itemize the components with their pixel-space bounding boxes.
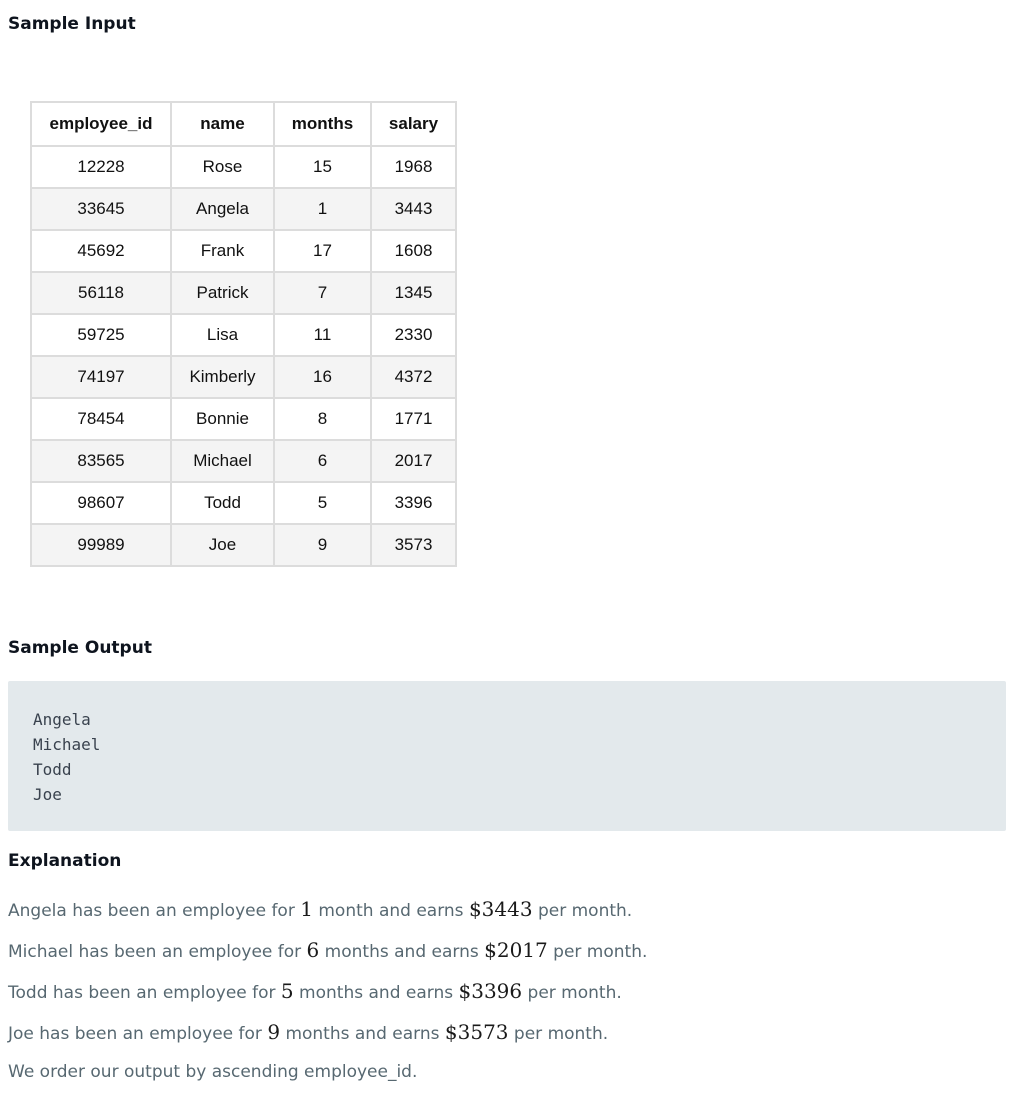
table-body — [31, 146, 456, 566]
explanation-text: per month. — [547, 942, 648, 962]
explanation-text: per month. — [522, 983, 622, 1003]
table-header-row — [31, 102, 456, 146]
table-row — [31, 230, 456, 272]
table-cell: 1771 — [371, 398, 456, 440]
table-cell: 2330 — [371, 314, 456, 356]
table-cell: 1 — [274, 188, 371, 230]
explanation-heading: Explanation — [8, 851, 122, 871]
explanation-text: per month. — [508, 1024, 609, 1044]
explanation-text: per month. — [532, 901, 633, 921]
salary-value: $3443 — [468, 897, 533, 921]
table-cell: Rose — [171, 146, 274, 188]
explanation-text: Joe has been an employee for — [8, 1024, 268, 1044]
table-cell: Patrick — [171, 272, 274, 314]
table-row — [31, 146, 456, 188]
explanation-line — [8, 938, 647, 962]
table-cell: Lisa — [171, 314, 274, 356]
table-cell: 56118 — [31, 272, 171, 314]
explanation-text: Todd has been an employee for — [8, 983, 281, 1003]
months-value: 9 — [267, 1020, 281, 1044]
table-cell: 1345 — [371, 272, 456, 314]
table-cell: Michael — [171, 440, 274, 482]
explanation-text: months and earns — [280, 1024, 445, 1044]
column-header: employee_id — [31, 102, 171, 146]
explanation-text: month and earns — [312, 901, 469, 921]
explanation-text: Michael has been an employee for — [8, 942, 307, 962]
table-cell: 78454 — [31, 398, 171, 440]
table-cell: 83565 — [31, 440, 171, 482]
table-cell: 9 — [274, 524, 371, 566]
salary-value: $3573 — [444, 1020, 509, 1044]
table-cell: 98607 — [31, 482, 171, 524]
sample-output-heading: Sample Output — [8, 638, 152, 658]
table-cell: 5 — [274, 482, 371, 524]
table-cell: 99989 — [31, 524, 171, 566]
table-cell: Frank — [171, 230, 274, 272]
table-cell: 3573 — [371, 524, 456, 566]
table-cell: 12228 — [31, 146, 171, 188]
output-line: Angela — [33, 710, 91, 729]
table-cell: Bonnie — [171, 398, 274, 440]
table-cell: 45692 — [31, 230, 171, 272]
output-line: Joe — [33, 785, 62, 804]
table-cell: 33645 — [31, 188, 171, 230]
table-row — [31, 482, 456, 524]
table-cell: Todd — [171, 482, 274, 524]
explanation-text: months and earns — [293, 983, 459, 1003]
table-cell: 3443 — [371, 188, 456, 230]
table-row — [31, 272, 456, 314]
explanation-line — [8, 979, 622, 1003]
sample-input-table — [30, 101, 457, 567]
table-cell: 3396 — [371, 482, 456, 524]
months-value: 5 — [280, 979, 294, 1003]
salary-value: $2017 — [484, 938, 548, 962]
column-header: name — [171, 102, 274, 146]
months-value: 1 — [300, 897, 313, 921]
table-cell: Joe — [171, 524, 274, 566]
explanation-line — [8, 1020, 608, 1044]
table-cell: 2017 — [371, 440, 456, 482]
sample-input-heading: Sample Input — [8, 14, 136, 34]
table-cell: 17 — [274, 230, 371, 272]
table-cell: 74197 — [31, 356, 171, 398]
explanation-text: months and earns — [319, 942, 485, 962]
output-line: Todd — [33, 760, 72, 779]
explanation-text: Angela has been an employee for — [8, 901, 301, 921]
table-cell: Kimberly — [171, 356, 274, 398]
months-value: 6 — [306, 938, 320, 962]
table-row — [31, 314, 456, 356]
column-header: months — [274, 102, 371, 146]
sample-output-box — [8, 681, 1006, 831]
table-row — [31, 440, 456, 482]
sample-output-text — [33, 707, 100, 807]
table-row — [31, 188, 456, 230]
table-cell: 6 — [274, 440, 371, 482]
output-line: Michael — [33, 735, 101, 754]
table-cell: 4372 — [371, 356, 456, 398]
table-cell: 15 — [274, 146, 371, 188]
explanation-closing: We order our output by ascending employee_id. — [8, 1062, 418, 1082]
table-cell: 59725 — [31, 314, 171, 356]
column-header: salary — [371, 102, 456, 146]
salary-value: $3396 — [458, 979, 523, 1003]
table-cell: 11 — [274, 314, 371, 356]
table-cell: 1968 — [371, 146, 456, 188]
table-cell: 16 — [274, 356, 371, 398]
table-row — [31, 356, 456, 398]
table-cell: Angela — [171, 188, 274, 230]
explanation-line — [8, 897, 632, 921]
table-cell: 8 — [274, 398, 371, 440]
table-cell: 7 — [274, 272, 371, 314]
table-row — [31, 398, 456, 440]
table-cell: 1608 — [371, 230, 456, 272]
table-row — [31, 524, 456, 566]
